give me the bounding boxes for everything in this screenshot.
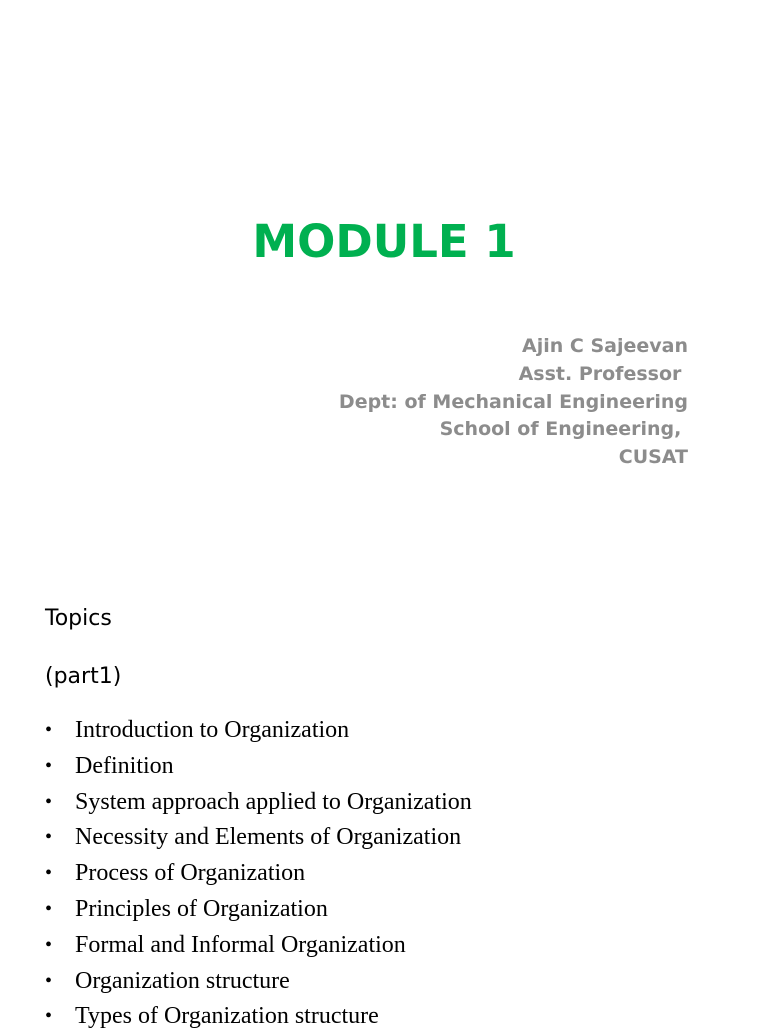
- author-school: School of Engineering,: [439, 418, 688, 441]
- bullet-icon: •: [45, 719, 53, 741]
- topic-text: Definition: [75, 752, 174, 779]
- list-item: [45, 892, 472, 928]
- list-item: [45, 713, 472, 749]
- topic-list: [45, 713, 472, 1035]
- bullet-icon: •: [45, 826, 53, 849]
- author-name: Ajin C Sajeevan: [522, 335, 688, 357]
- part-label: (part1): [45, 664, 122, 689]
- topic-text: System approach applied to Organization: [75, 788, 472, 815]
- topic-text: Introduction to Organization: [75, 717, 350, 743]
- list-item: [45, 785, 472, 821]
- author-university: CUSAT: [618, 446, 688, 469]
- list-item: [45, 856, 472, 892]
- list-item: [45, 928, 472, 964]
- bullet-icon: •: [45, 969, 53, 992]
- list-item: [45, 820, 472, 856]
- list-item: [45, 749, 472, 785]
- bullet-icon: •: [45, 933, 53, 956]
- topic-text: Principles of Organization: [75, 895, 328, 922]
- bullet-icon: •: [45, 754, 53, 777]
- topics-heading: Topics: [45, 606, 112, 631]
- list-item: [45, 964, 472, 1000]
- slide-title: MODULE 1: [252, 215, 516, 268]
- topic-text: Necessity and Elements of Organization: [75, 824, 462, 851]
- topic-text: Formal and Informal Organization: [75, 931, 406, 958]
- author-department: Dept: of Mechanical Engineering: [338, 390, 688, 413]
- bullet-icon: •: [45, 897, 53, 920]
- bullet-icon: •: [45, 862, 53, 885]
- topic-text: Types of Organization structure: [75, 1003, 379, 1030]
- bullet-icon: •: [45, 1005, 53, 1028]
- bullet-icon: •: [45, 790, 53, 813]
- topic-text: Organization structure: [75, 967, 290, 994]
- author-info: [339, 333, 688, 472]
- topic-text: Process of Organization: [75, 860, 306, 887]
- author-designation: Asst. Professor: [518, 362, 688, 385]
- list-item: [45, 999, 472, 1035]
